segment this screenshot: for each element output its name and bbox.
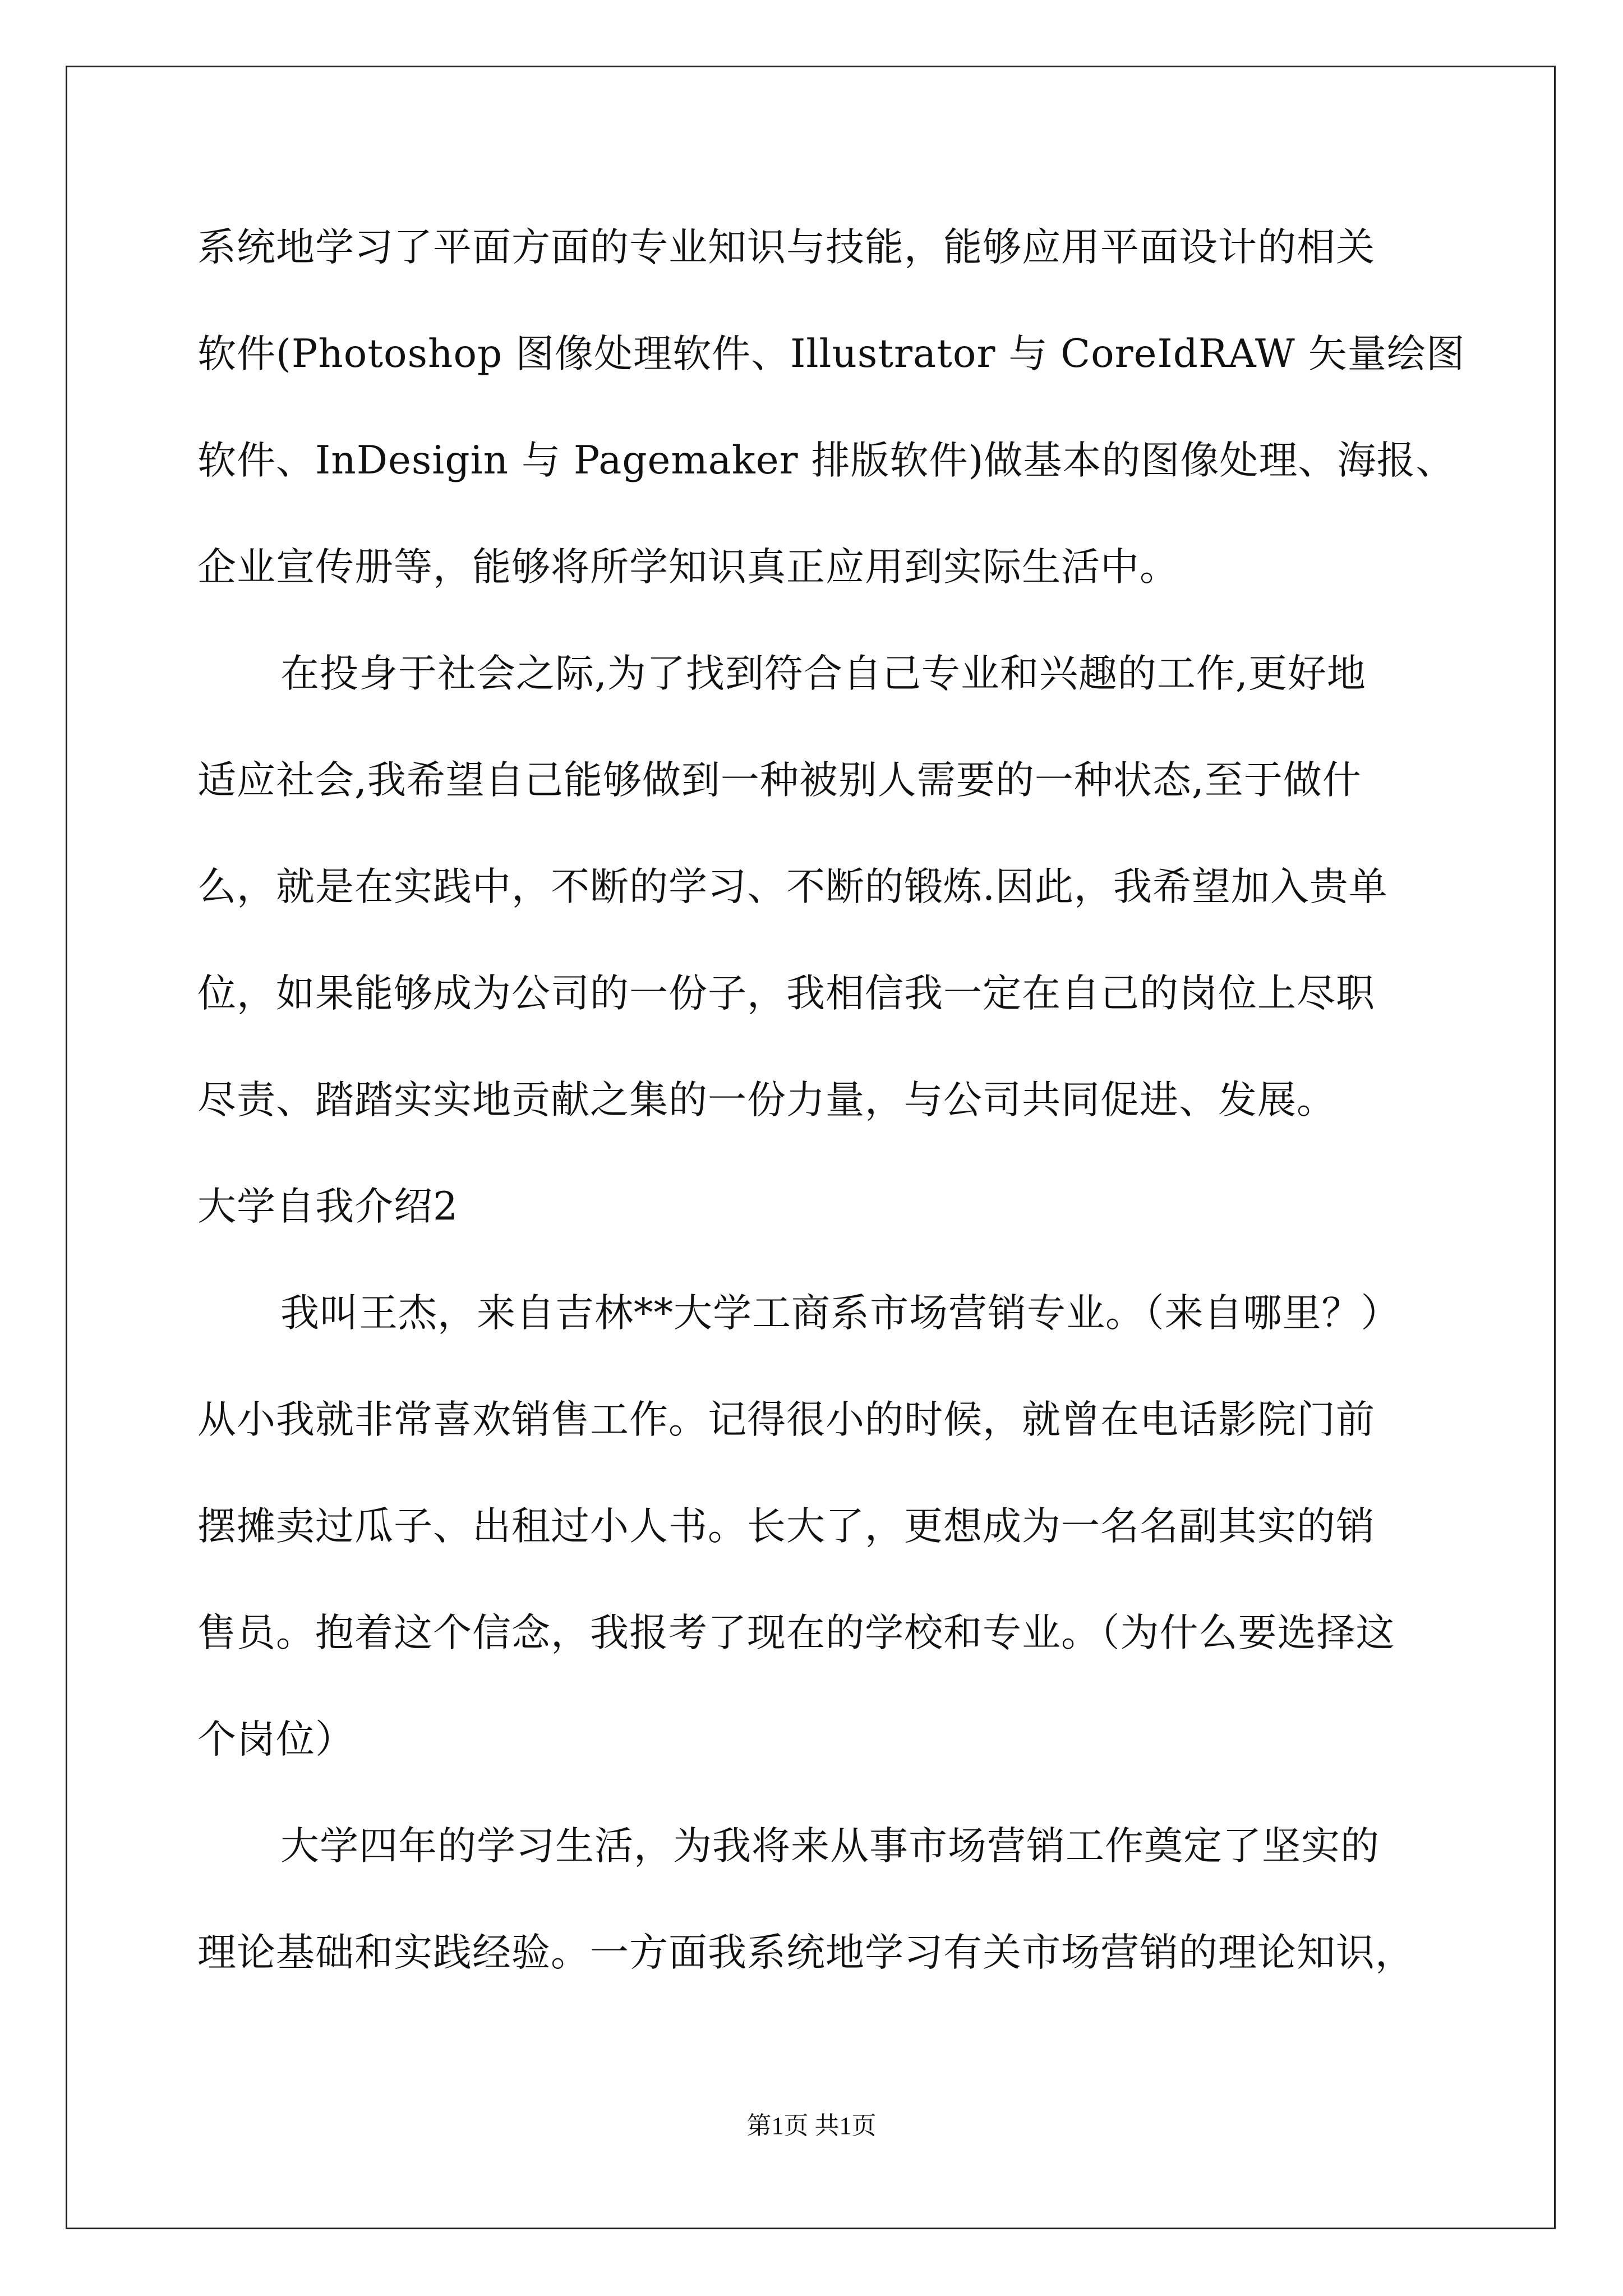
body-text-line: 个岗位） [197,1717,354,1762]
body-text-line: 企业宣传册等，能够将所学知识真正应用到实际生活中。 [197,545,1179,590]
body-text-line: 位，如果能够成为公司的一份子，我相信我一定在自己的岗位上尽职 [197,971,1375,1016]
body-text-line: 软件、InDesigin 与 Pagemaker 排版软件)做基本的图像处理、海报、 [197,438,1455,483]
body-text-line: 摆摊卖过瓜子、出租过小人书。长大了，更想成为一名名副其实的销 [197,1504,1375,1549]
body-text-line: 么，就是在实践中，不断的学习、不断的锻炼.因此，我希望加入贵单 [197,864,1388,909]
body-text-line: 尽责、踏踏实实地贡献之集的一份力量，与公司共同促进、发展。 [197,1078,1336,1122]
body-text-line: 从小我就非常喜欢销售工作。记得很小的时候，就曾在电话影院门前 [197,1397,1375,1442]
body-text-line: 售员。抱着这个信念，我报考了现在的学校和专业。（为什么要选择这 [197,1611,1395,1655]
paragraph-start-line: 在投身于社会之际,为了找到符合自己专业和兴趣的工作,更好地 [280,651,1366,696]
body-text-line: 软件(Photoshop 图像处理软件、Illustrator 与 CoreIdRAW 矢量绘图 [197,332,1465,376]
section-heading: 大学自我介绍2 [197,1184,458,1229]
paragraph-start-line: 我叫王杰，来自吉林**大学工商系市场营销专业。（来自哪里？） [280,1291,1400,1336]
page-footer: 第1页 共1页 [746,2112,877,2139]
page-border [66,66,1556,2229]
body-text-line: 系统地学习了平面方面的专业知识与技能，能够应用平面设计的相关 [197,225,1375,270]
body-text-line: 理论基础和实践经验。一方面我系统地学习有关市场营销的理论知识， [197,1930,1414,1975]
body-text-line: 适应社会,我希望自己能够做到一种被别人需要的一种状态,至于做什 [197,758,1362,803]
paragraph-start-line: 大学四年的学习生活，为我将来从事市场营销工作奠定了坚实的 [280,1824,1380,1869]
